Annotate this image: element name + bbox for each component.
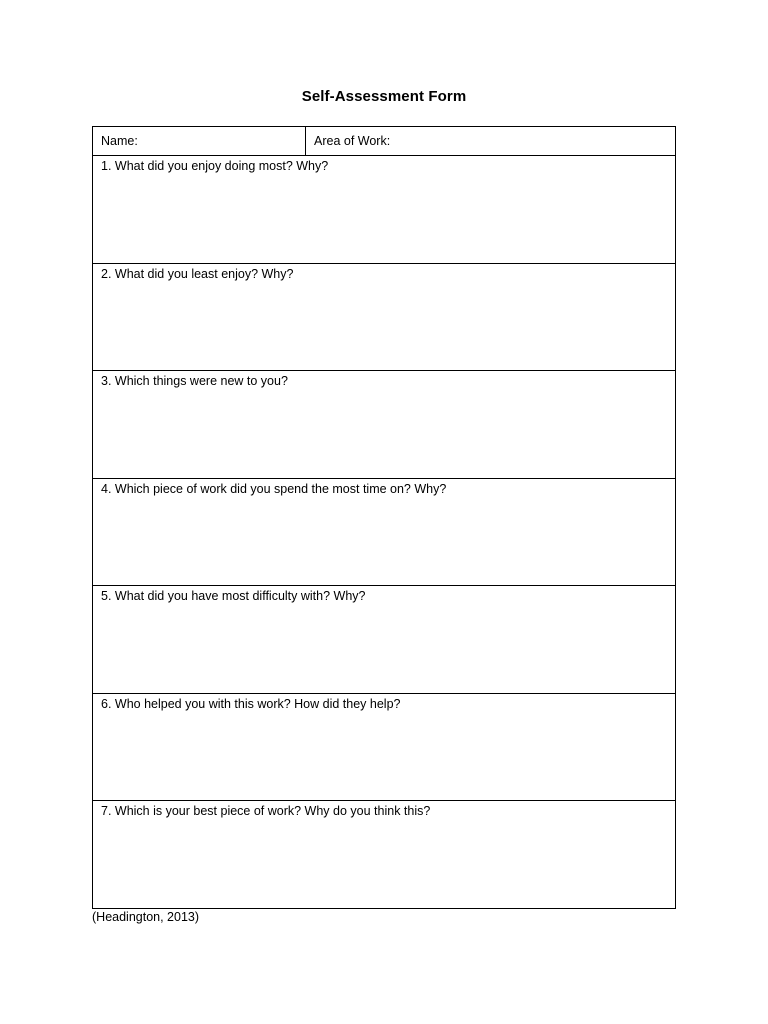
question-6-field[interactable]: 6. Who helped you with this work? How did they help? <box>93 694 675 802</box>
question-3-field[interactable]: 3. Which things were new to you? <box>93 371 675 479</box>
question-2-field[interactable]: 2. What did you least enjoy? Why? <box>93 264 675 372</box>
citation: (Headington, 2013) <box>92 910 200 924</box>
page-title: Self-Assessment Form <box>301 88 467 105</box>
form-table <box>92 126 676 909</box>
name-field[interactable]: Name: <box>93 127 306 155</box>
header-row <box>93 127 675 156</box>
question-1-field[interactable]: 1. What did you enjoy doing most? Why? <box>93 156 675 264</box>
question-5-field[interactable]: 5. What did you have most difficulty with? Why? <box>93 586 675 694</box>
area-of-work-field[interactable]: Area of Work: <box>314 134 391 148</box>
question-7-field[interactable]: 7. Which is your best piece of work? Why do you think this? <box>101 804 431 819</box>
question-4-field[interactable]: 4. Which piece of work did you spend the most time on? Why? <box>93 479 675 587</box>
